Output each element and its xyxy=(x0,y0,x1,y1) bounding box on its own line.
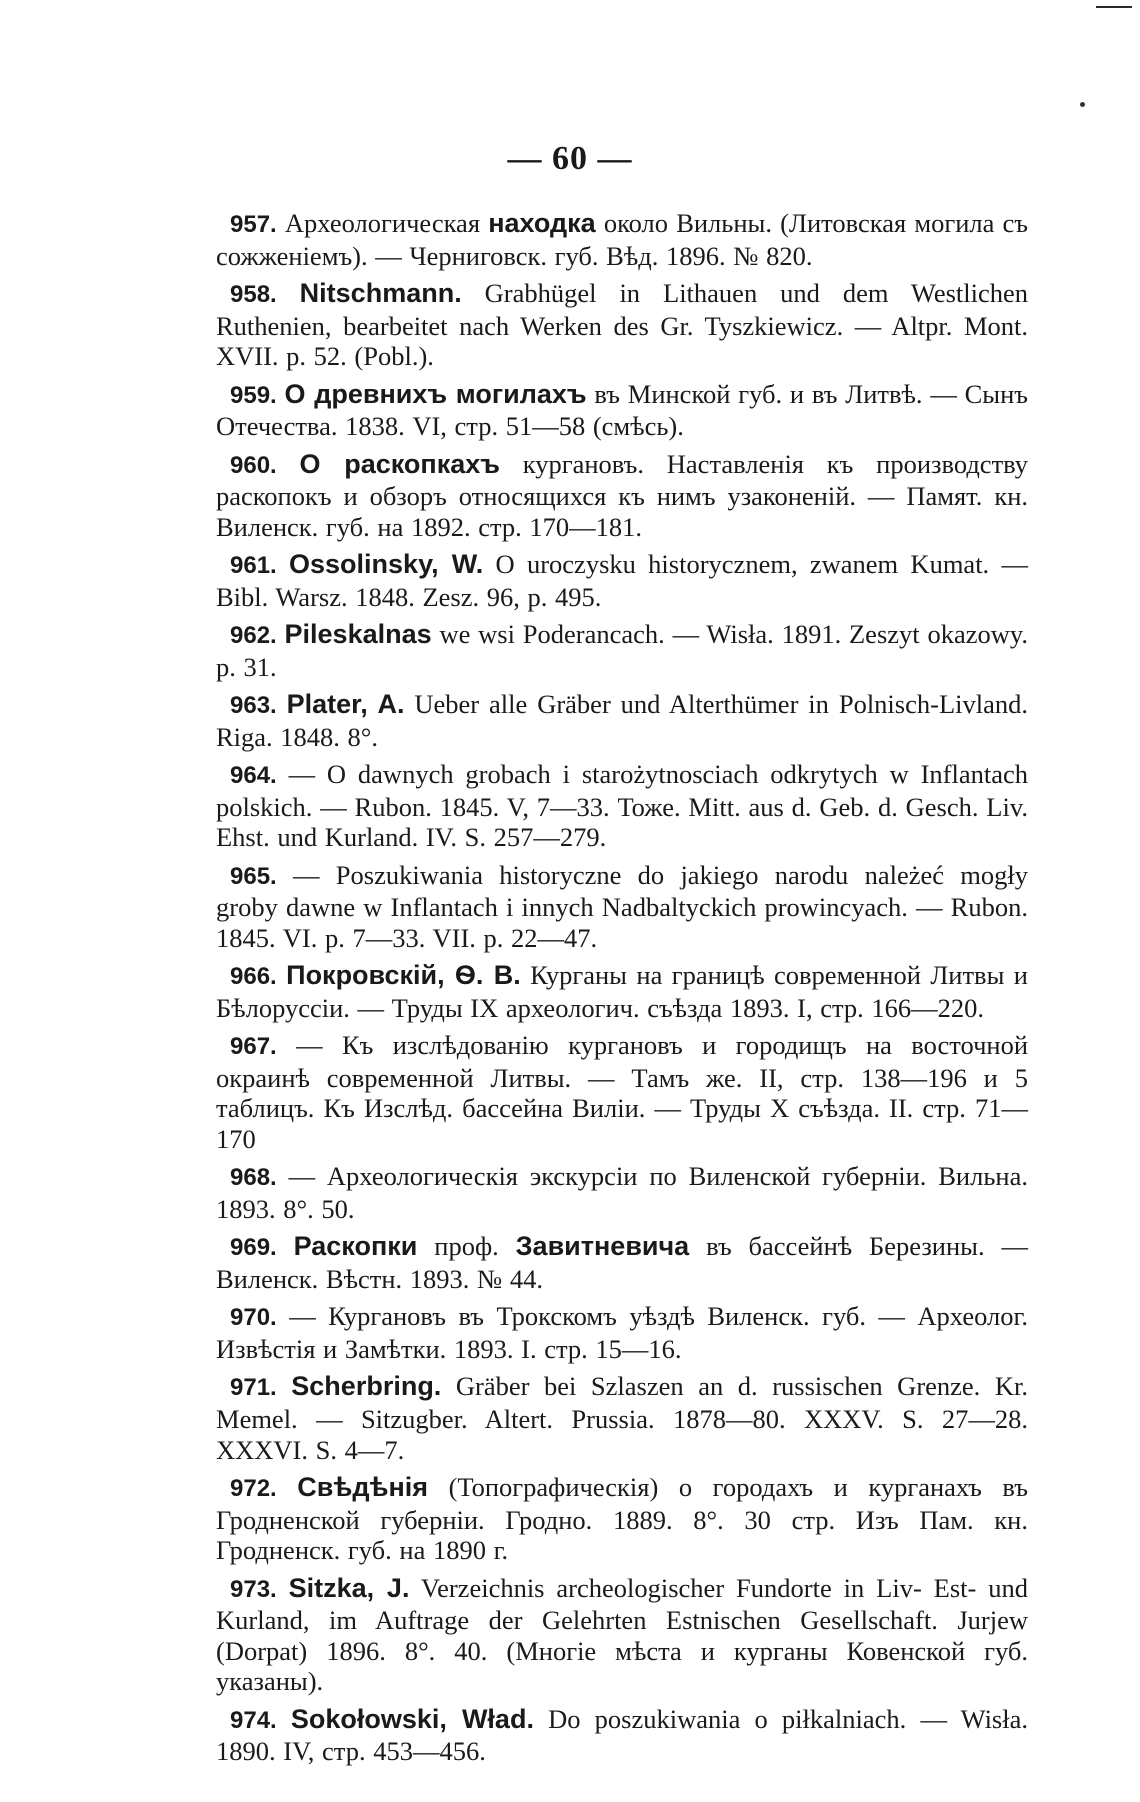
entry-text: Gräber bei Szlaszen an d. russischen Grenze. Kr. Memel. — Sitzugber. Altert. Prussia. 1878—80. XXXV. S. 27—28. XXXVI. S. 4—7. xyxy=(216,1371,1028,1465)
scan-corner-mark xyxy=(1096,0,1132,8)
entry-number: 969. xyxy=(230,1234,277,1262)
entry-author: Sitzka, J. xyxy=(288,1572,410,1603)
entry-title: Раскопки xyxy=(293,1231,418,1262)
entry-author: Sokołowski, Wład. xyxy=(290,1703,534,1734)
entry-author: Scherbring. xyxy=(291,1371,442,1402)
entry-number: 959. xyxy=(230,381,277,409)
entry-author: Завитневича xyxy=(515,1231,690,1262)
entry-text: Grabhügel in Lithauen und dem Westlichen Ruthenien, bearbeitet nach Werken des Gr. Tyszkiewicz. — Altpr. Mont. XVII. p. 52. (Pobl.). xyxy=(216,277,1029,372)
bibliography-entry xyxy=(216,1161,1028,1224)
entry-title: Pileskalnas xyxy=(284,619,432,650)
entry-text: we wsi Poderancach. — Wisła. 1891. Zeszyt okazowy. p. 31. xyxy=(216,619,1029,682)
entry-number: 958. xyxy=(230,280,277,308)
entry-text: проф. xyxy=(417,1231,516,1262)
bibliography-entry xyxy=(216,278,1028,372)
entry-number: 960. xyxy=(230,451,277,479)
bibliography-entry xyxy=(216,1704,1028,1767)
bibliography-entry xyxy=(216,549,1028,612)
bibliography-entry xyxy=(216,208,1028,271)
entry-number: 970. xyxy=(230,1304,277,1332)
entry-number: 972. xyxy=(230,1474,277,1502)
entry-text: въ бассейнѣ Березины. — Виленск. Вѣстн. 1893. № 44. xyxy=(216,1231,1028,1294)
entry-text: Курганы на границѣ современной Литвы и Бѣлоруссіи. — Труды IX археологич. съѣзда 1893. I, стр. 166—220. xyxy=(216,960,1028,1023)
entry-text: — Poszukiwania historyczne do jakiego narodu należeć mogły groby dawne w Inflantach i innych Nadbaltyckich prowincyach. — Rubon. 1845. VI. p. 7—33. VII. p. 22—47. xyxy=(216,859,1028,953)
entry-number: 968. xyxy=(230,1164,277,1192)
entry-text: въ Минской губ. и въ Литвѣ. — Сынъ Отечества. 1838. VI, стр. 51—58 (смѣсь). xyxy=(216,378,1028,442)
bibliography-entry xyxy=(216,619,1028,682)
entry-text: около Вильны. (Литовская могила съ сожженіемъ). — Черниговск. губ. Вѣд. 1896. № 820. xyxy=(216,208,1029,271)
bibliography-entry xyxy=(216,860,1028,954)
entry-number: 967. xyxy=(230,1033,277,1061)
entry-number: 965. xyxy=(230,862,277,890)
entry-author: Покровскій, Ѳ. В. xyxy=(286,960,521,991)
entry-number: 957. xyxy=(230,211,277,238)
page-number: — 60 — xyxy=(507,140,633,177)
entry-text: — Кургановъ въ Трокскомъ уѣздѣ Виленск. губ. — Археолог. Извѣстія и Замѣтки. 1893. I. стр. 15—16. xyxy=(216,1301,1029,1364)
entry-number: 962. xyxy=(230,622,277,650)
entry-text: кургановъ. Наставленія къ производству раскопокъ и обзоръ относящихся къ нимъ узаконеній. — Памят. кн. Виленск. губ. на 1892. стр. 170—181. xyxy=(216,448,1029,542)
entry-text: — Археологическія экскурсіи по Виленской губерніи. Вильна. 1893. 8°. 50. xyxy=(216,1161,1028,1224)
entry-number: 961. xyxy=(230,552,277,580)
entry-text: O uroczysku historycznem, zwanem Kumat. — Bibl. Warsz. 1848. Zesz. 96, p. 495. xyxy=(216,549,1028,612)
entry-number: 974. xyxy=(230,1706,277,1734)
entry-title: О раскопкахъ xyxy=(299,448,500,479)
entry-number: 973. xyxy=(230,1575,277,1603)
entry-title: Свѣдѣнія xyxy=(297,1471,429,1502)
entry-text: Ueber alle Gräber und Alterthümer in Polnisch-Livland. Riga. 1848. 8°. xyxy=(216,689,1028,752)
entry-text: (Топографическія) о городахъ и курганахъ въ Гродненской губерніи. Гродно. 1889. 8°. 30 стр. Изъ Пам. кн. Гродненск. губ. на 1890 г. xyxy=(216,1471,1028,1566)
entry-text: — O dawnych grobach i starożytnosciach odkrytych w Inflantach polskich. — Rubon. 1845. V, 7—33. Тоже. Mitt. aus d. Geb. d. Gesch. Liv. Ehst. und Kurland. IV. S. 257—279. xyxy=(216,759,1029,853)
bibliography-entry xyxy=(216,379,1028,442)
bibliography-entry xyxy=(216,449,1028,543)
bibliography-entry xyxy=(216,960,1028,1023)
entry-text: — Къ изслѣдованію кургановъ и городищъ на восточной окраинѣ современной Литвы. — Тамъ же. II, стр. 138—196 и 5 таблицъ. Къ Изслѣд. бассейна Виліи. — Труды X съѣзда. II. стр. 71—170 xyxy=(216,1030,1029,1154)
entry-author: Plater, A. xyxy=(286,689,405,720)
entry-title: О древнихъ могилахъ xyxy=(284,378,587,409)
bibliography-list xyxy=(216,208,1028,1774)
entry-text: Археологическая xyxy=(284,208,481,238)
scan-speck xyxy=(1080,102,1085,107)
bibliography-entry xyxy=(216,689,1028,752)
bibliography-entry xyxy=(216,1030,1028,1154)
bibliography-entry xyxy=(216,1231,1028,1294)
bibliography-entry xyxy=(216,1472,1028,1566)
entry-number: 964. xyxy=(230,762,277,790)
entry-author: Ossolinsky, W. xyxy=(289,549,484,580)
entry-text: Do poszukiwania o piłkalniach. — Wisła. 1890. IV, стр. 453—456. xyxy=(216,1703,1028,1767)
entry-author: Nitschmann. xyxy=(299,277,462,308)
bibliography-entry xyxy=(216,759,1028,853)
entry-text: Verzeichnis archeologischer Fundorte in Liv- Est- und Kurland, im Auftrage der Gelehrten Estnischen Gesellschaft. Jurjew (Dorpat) 1896. 8°. 40. (Многіе мѣста и курганы Ковенской губ. указаны). xyxy=(216,1572,1029,1697)
entry-number: 963. xyxy=(230,692,277,720)
bibliography-entry xyxy=(216,1301,1028,1364)
bibliography-entry xyxy=(216,1371,1028,1465)
entry-number: 971. xyxy=(230,1374,277,1402)
entry-title: находка xyxy=(488,208,596,238)
entry-number: 966. xyxy=(230,963,277,991)
bibliography-entry xyxy=(216,1573,1028,1697)
